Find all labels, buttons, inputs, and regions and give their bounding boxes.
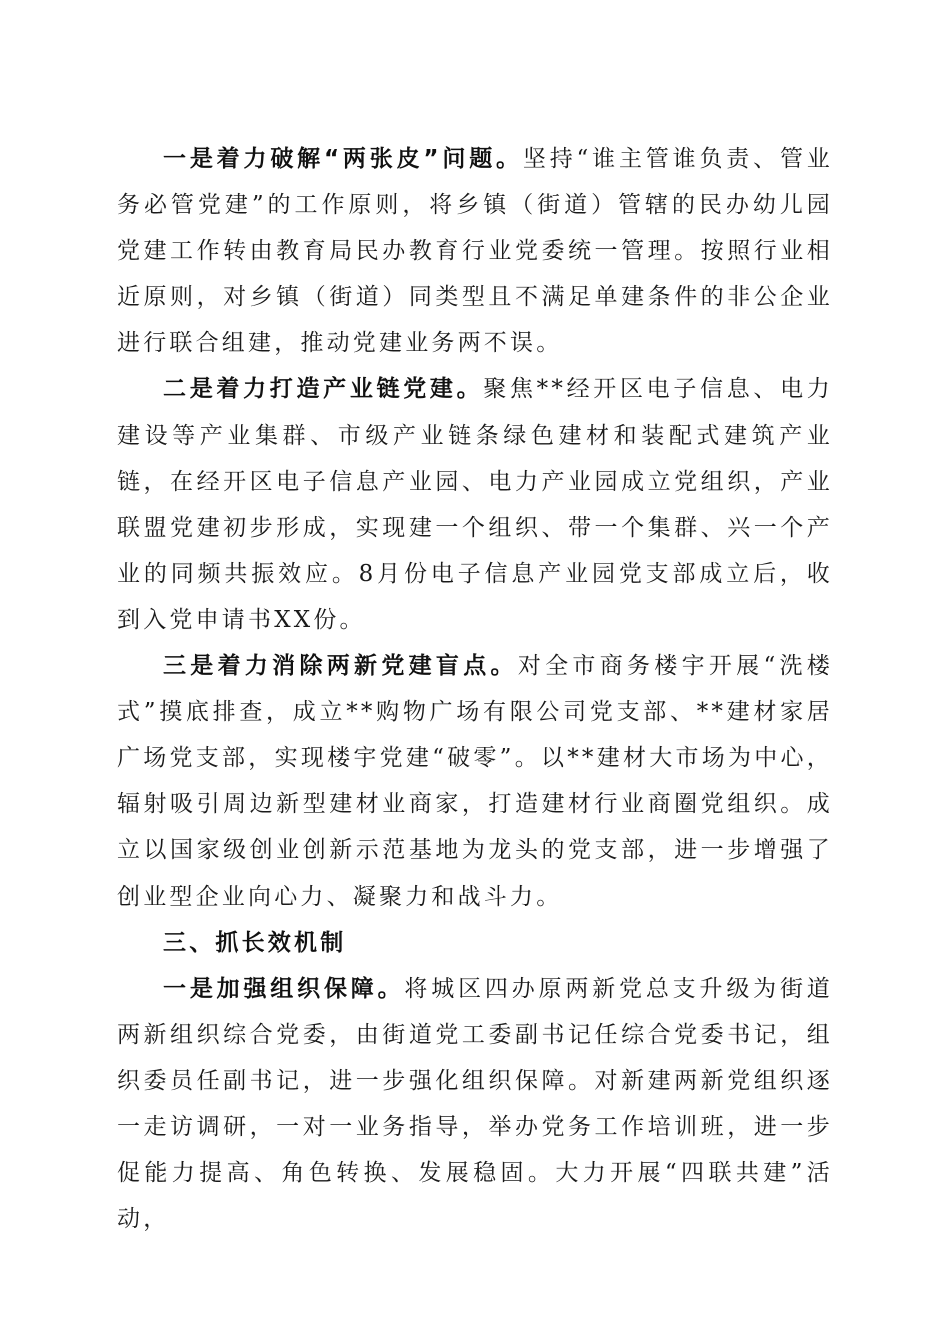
paragraph-1 (117, 136, 833, 366)
paragraph-3-lead: 三是着力消除两新党建盲点。 (163, 653, 518, 680)
paragraph-4 (117, 966, 833, 1243)
paragraph-2-lead: 二是着力打造产业链党建。 (163, 376, 484, 403)
paragraph-4-body: 将城区四办原两新党总支升级为街道两新组织综合党委，由街道党工委副书记任综合党委书记，组织委员任副书记，进一步强化组织保障。对新建两新党组织逐一走访调研，一对一业务指导，举办党务工作培训班，进一步促能力提高、角色转换、发展稳固。大力开展“四联共建”活动， (117, 975, 833, 1233)
paragraph-2 (117, 366, 833, 643)
paragraph-1-lead: 一是着力破解“两张皮”问题。 (163, 146, 523, 172)
paragraph-2-body: 聚焦**经开区电子信息、电力建设等产业集群、市级产业链条绿色建材和装配式建筑产业链，在经开区电子信息产业园、电力产业园成立党组织，产业联盟党建初步形成，实现建一个组织、带一个集群、兴一个产业的同频共振效应。8月份电子信息产业园党支部成立后，收到入党申请书XX份。 (117, 376, 833, 633)
section-heading: 三、抓长效机制 (163, 929, 347, 956)
document-body (117, 136, 833, 1242)
paragraph-3 (117, 643, 833, 920)
paragraph-4-lead: 一是加强组织保障。 (163, 975, 405, 1002)
paragraph-3-body: 对全市商务楼宇开展“洗楼式”摸底排查，成立**购物广场有限公司党支部、**建材家居广场党支部，实现楼宇党建“破零”。以**建材大市场为中心，辐射吸引周边新型建材业商家，打造建材行业商圈党组织。成立以国家级创业创新示范基地为龙头的党支部，进一步增强了创业型企业向心力、凝聚力和战斗力。 (117, 653, 833, 910)
paragraph-1-body: 坚持“谁主管谁负责、管业务必管党建”的工作原则，将乡镇（街道）管辖的民办幼儿园党建工作转由教育局民办教育行业党委统一管理。按照行业相近原则，对乡镇（街道）同类型且不满足单建条件的非公企业进行联合组建，推动党建业务两不误。 (117, 146, 833, 357)
